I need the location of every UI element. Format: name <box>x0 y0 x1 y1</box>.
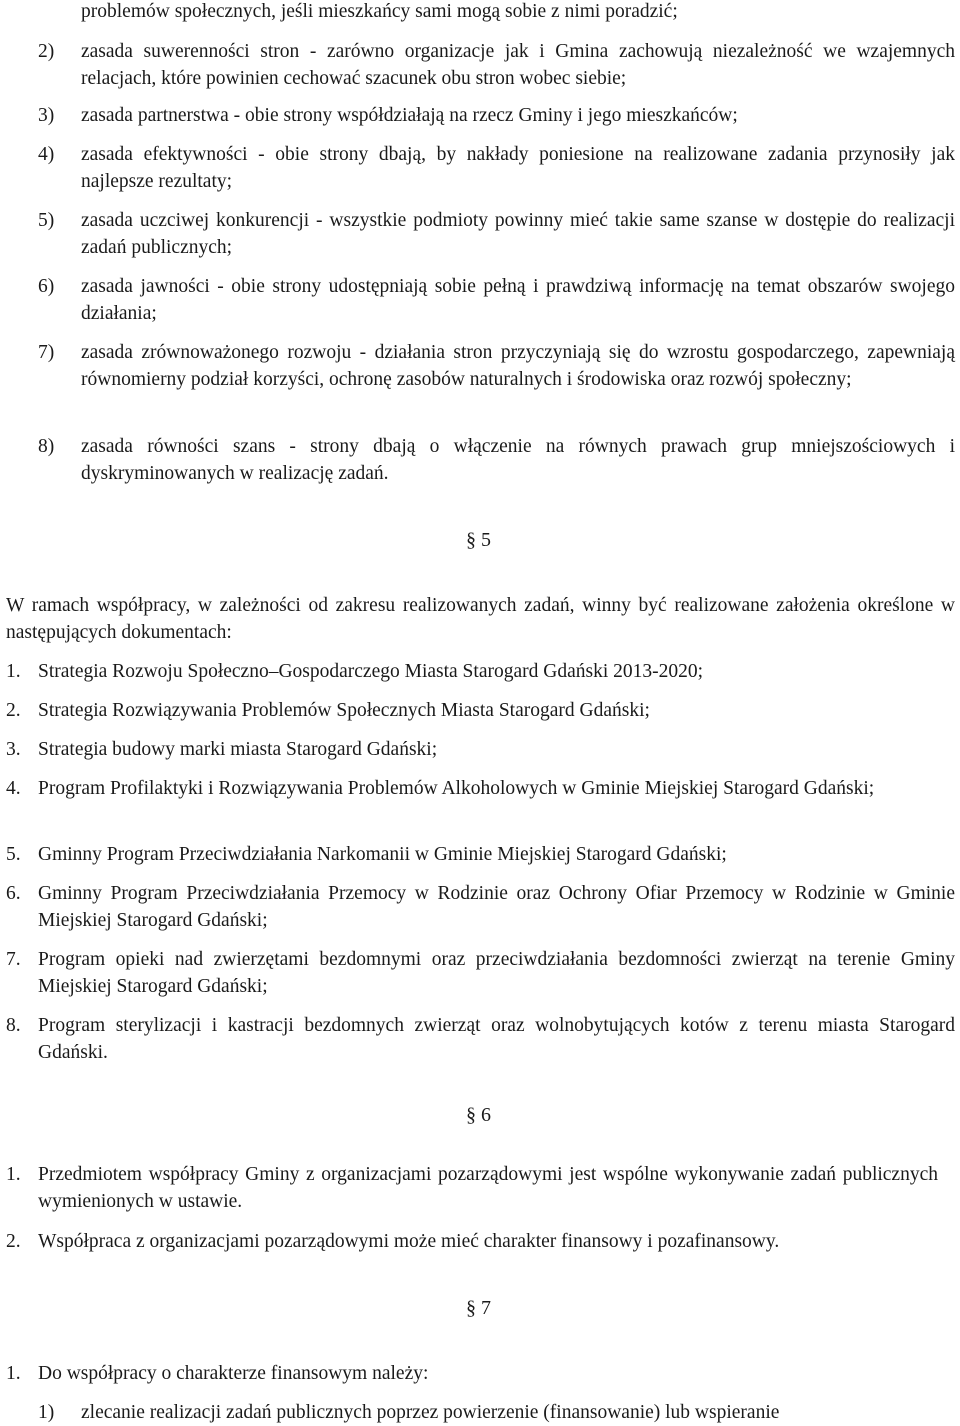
list-item-number: 5. <box>6 844 21 865</box>
list-item-text: Strategia budowy marki miasta Starogard Gdański; <box>38 739 438 760</box>
list-item-text: zasada zrównoważonego rozwoju - działania stron przyczyniają się do wzrostu gospodarczego, zapewniają równomierny podział korzyści, ochronę zasobów naturalnych i środowiska oraz rozwój społeczny; <box>81 342 955 390</box>
section-heading: § 6 <box>466 1104 491 1126</box>
list-item-number: 3) <box>38 105 55 126</box>
list-item-text: Przedmiotem współpracy Gminy z organizacjami pozarządowymi jest wspólne wykonywanie zadań publicznych wymienionych w ustawie. <box>38 1164 938 1212</box>
list-item-number: 2) <box>38 41 55 62</box>
list-item-number: 4) <box>38 144 55 165</box>
list-item-text: zasada uczciwej konkurencji - wszystkie podmioty powinny mieć takie same szanse w dostępie do realizacji zadań publicznych; <box>81 210 955 258</box>
list-item-number: 3. <box>6 739 21 760</box>
list-item-text: Gminny Program Przeciwdziałania Narkomanii w Gminie Miejskiej Starogard Gdański; <box>38 844 727 865</box>
section-intro-text: W ramach współpracy, w zależności od zakresu realizowanych zadań, winny być realizowane założenia określone w następujących dokumentach: <box>6 595 955 643</box>
list-item-text: Program opieki nad zwierzętami bezdomnymi oraz przeciwdziałania bezdomności zwierząt na terenie Gminy Miejskiej Starogard Gdański; <box>38 949 955 997</box>
list-item-text: Strategia Rozwoju Społeczno–Gospodarczego Miasta Starogard Gdański 2013-2020; <box>38 661 704 682</box>
list-item-text: zasada efektywności - obie strony dbają, by nakłady poniesione na realizowane zadania przynosiły jak najlepsze rezultaty; <box>81 144 955 192</box>
list-item-number: 2. <box>6 700 21 721</box>
principle-continuation-text: problemów społecznych, jeśli mieszkańcy sami mogą sobie z nimi poradzić; <box>81 1 678 22</box>
list-item-number: 7. <box>6 949 21 970</box>
list-item-text: zasada jawności - obie strony udostępniają sobie pełną i prawdziwą informację na temat obszarów swojego działania; <box>81 276 955 324</box>
list-item-text: Współpraca z organizacjami pozarządowymi może mieć charakter finansowy i pozafinansowy. <box>38 1231 780 1252</box>
list-item-text: Program Profilaktyki i Rozwiązywania Problemów Alkoholowych w Gminie Miejskiej Starogard Gdański; <box>38 778 875 799</box>
list-item-number: 1. <box>6 1164 21 1185</box>
section-heading: § 7 <box>466 1297 491 1319</box>
list-item-number: 7) <box>38 342 55 363</box>
section-heading: § 5 <box>466 529 491 551</box>
list-item-number: 6. <box>6 883 21 904</box>
list-item-text: zasada partnerstwa - obie strony współdziałają na rzecz Gminy i jego mieszkańców; <box>81 105 738 126</box>
list-item-number: 2. <box>6 1231 21 1252</box>
list-item-text: zasada równości szans - strony dbają o włączenie na równych prawach grup mniejszościowych i dyskryminowanych w realizację zadań. <box>81 436 955 484</box>
list-item-number: 5) <box>38 210 55 231</box>
list-item-text: Strategia Rozwiązywania Problemów Społecznych Miasta Starogard Gdański; <box>38 700 650 721</box>
list-item-text: zasada suwerenności stron - zarówno organizacje jak i Gmina zachowują niezależność we wzajemnych relacjach, które powinien cechować szacunek obu stron wobec siebie; <box>81 41 955 89</box>
list-item-number: 1. <box>6 1363 21 1384</box>
list-item-text: Gminny Program Przeciwdziałania Przemocy w Rodzinie oraz Ochrony Ofiar Przemocy w Rodzinie w Gminie Miejskiej Starogard Gdański; <box>38 883 955 931</box>
list-item-text: Do współpracy o charakterze finansowym należy: <box>38 1363 429 1384</box>
principle-continuation <box>81 0 951 25</box>
list-item-number: 4. <box>6 778 21 799</box>
list-item-text: zlecanie realizacji zadań publicznych poprzez powierzenie (finansowanie) lub wspieranie <box>81 1402 780 1423</box>
section-intro <box>6 592 955 646</box>
list-item-number: 8) <box>38 436 55 457</box>
list-item-number: 1) <box>38 1402 55 1423</box>
list-item-number: 6) <box>38 276 55 297</box>
list-item-text: Program sterylizacji i kastracji bezdomnych zwierząt oraz wolnobytujących kotów z terenu miasta Starogard Gdański. <box>38 1015 955 1063</box>
list-item-number: 1. <box>6 661 21 682</box>
list-item-number: 8. <box>6 1015 21 1036</box>
